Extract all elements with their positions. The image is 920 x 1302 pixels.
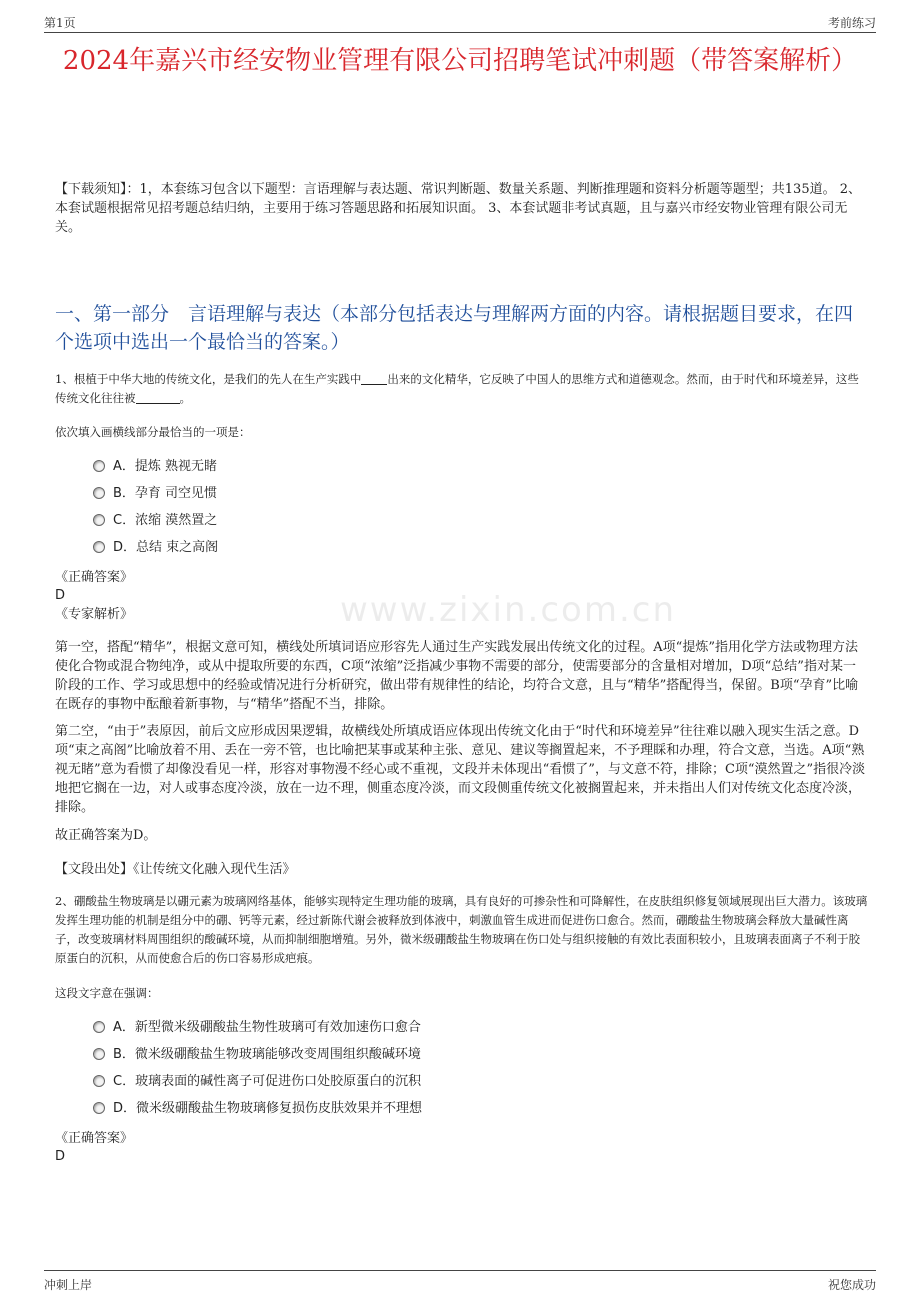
page-footer — [44, 1270, 876, 1293]
download-notice: 【下载须知】：1，本套练习包含以下题型：言语理解与表达题、常识判断题、数量关系题、判断推理题和资料分析题等题型；共135道。 2、本套试题根据常见招考题总结归纳，主要用于练习答题思路和拓展知识面。 3、本套试题非考试真题，且与嘉兴市经安物业管理有限公司无关。 — [55, 182, 861, 235]
q1-option-c[interactable] — [93, 512, 217, 530]
radio-icon[interactable] — [93, 1048, 105, 1060]
radio-icon[interactable] — [93, 514, 105, 526]
blank-line-2 — [136, 402, 180, 404]
question-2-stem: 2、硼酸盐生物玻璃是以硼元素为玻璃网络基体，能够实现特定生理功能的玻璃，具有良好的可掺杂性和可降解性，在皮肤组织修复领域展现出巨大潜力。该玻璃发挥生理功能的机制是组分中的硼、钙等元素，经过新陈代谢会被释放到体液中，刺激血管生成进而促进伤口愈合。然而，硼酸盐生物玻璃会释放大量碱性离子，改变玻璃材料周围组织的酸碱环境，从而抑制细胞增殖。另外，微米级硼酸盐生物玻璃在伤口处与组织接触的有效比表面积较小，且玻璃表面离子不利于胶原蛋白的沉积，从而使愈合后的伤口容易形成疤痕。 — [55, 894, 868, 965]
q2-option-c[interactable] — [93, 1073, 421, 1091]
answer-label: 《正确答案》 — [55, 1131, 134, 1146]
radio-icon[interactable] — [93, 1075, 105, 1087]
option-text: 新型微米级硼酸盐生物性玻璃可有效加速伤口愈合 — [134, 1020, 421, 1035]
answer-value: D — [55, 1149, 66, 1164]
option-text: 浓缩 漠然置之 — [135, 513, 218, 528]
option-letter: B． — [113, 486, 135, 501]
option-text: 微米级硼酸盐生物玻璃能够改变周围组织酸碱环境 — [134, 1047, 421, 1062]
option-letter: C． — [113, 513, 136, 528]
option-text: 玻璃表面的碱性离子可促进伤口处胶原蛋白的沉积 — [135, 1074, 422, 1089]
option-letter: D． — [113, 1101, 137, 1116]
footer-right: 祝您成功 — [827, 1278, 876, 1292]
header-tag: 考前练习 — [827, 16, 876, 30]
page-header — [44, 10, 876, 33]
document-title: 2024年嘉兴市经安物业管理有限公司招聘笔试冲刺题（带答案解析） — [62, 46, 858, 76]
option-text: 孕育 司空见惯 — [134, 486, 218, 501]
option-text: 总结 束之高阁 — [136, 540, 219, 555]
answer-conclusion: 故正确答案为D。 — [55, 828, 157, 843]
page-number: 第1页 — [44, 16, 76, 30]
answer-value: D — [55, 588, 66, 603]
footer-left: 冲刺上岸 — [44, 1278, 93, 1292]
q1-option-a[interactable] — [93, 458, 217, 476]
q1-stem-part-b: 出来的文化精华，它反映了中国人的思维方式和道德观念。然而，由于时代和环境差异，这些传统文化往往被 — [55, 372, 859, 405]
analysis-paragraph-2: 第二空，“由于”表原因，前后文应形成因果逻辑，故横线处所填成语应体现出传统文化由于“时代和环境差异”往往难以融入现实生活之意。D项“束之高阁”比喻放着不用、丢在一旁不管，也比喻把某事或某种主张、意见、建议等搁置起来，不予理睬和办理，符合文意，当选。A项“熟视无睹”意为看惯了却像没看见一样，形容对事物漫不经心或不重视，文段并未体现出“看惯了”，与文意不符，排除；C项“漠然置之”指很冷淡地把它搁在一边，对人或事态度冷淡，放在一边不理，侧重态度冷淡，而文段侧重传统文化被搁置起来，并未指出人们对传统文化态度冷淡，排除。 — [55, 724, 866, 815]
q2-option-b[interactable] — [93, 1046, 421, 1064]
radio-icon[interactable] — [93, 1102, 105, 1114]
blank-line-1 — [361, 383, 387, 385]
option-text: 提炼 熟视无睹 — [134, 459, 218, 474]
q1-option-b[interactable] — [93, 485, 217, 503]
question-2-prompt: 这段文字意在强调： — [55, 986, 159, 1000]
q1-stem-part-a: 1、根植于中华大地的传统文化，是我们的先人在生产实践中 — [55, 372, 362, 386]
option-letter: A． — [113, 459, 135, 474]
watermark: www.zixin.com.cn — [340, 590, 676, 630]
analysis-paragraph-1: 第一空，搭配“精华”，根据文意可知，横线处所填词语应形容先人通过生产实践发展出传统文化的过程。A项“提炼”指用化学方法或物理方法使化合物或混合物纯净，或从中提取所要的东西，C项“浓缩”泛指减少事物不需要的部分，使需要部分的含量相对增加，D项“总结”指对某一阶段的工作、学习或思想中的经验或情况进行分析研究，做出带有规律性的结论，均符合文意，且与“精华”搭配得当，保留。B项“孕育”比喻在既存的事物中酝酿着新事物，与“精华”搭配不当，排除。 — [55, 640, 859, 712]
question-1-prompt: 依次填入画横线部分最恰当的一项是： — [55, 425, 251, 439]
option-text: 微米级硼酸盐生物玻璃修复损伤皮肤效果并不理想 — [136, 1101, 423, 1116]
option-letter: C． — [113, 1074, 136, 1089]
radio-icon[interactable] — [93, 541, 105, 553]
q2-option-d[interactable] — [93, 1100, 422, 1118]
radio-icon[interactable] — [93, 460, 105, 472]
radio-icon[interactable] — [93, 487, 105, 499]
answer-label: 《正确答案》 — [55, 570, 134, 585]
option-letter: A． — [113, 1020, 135, 1035]
q2-option-a[interactable] — [93, 1019, 421, 1037]
option-letter: D． — [113, 540, 137, 555]
option-letter: B． — [113, 1047, 135, 1062]
text-source: 【文段出处】《让传统文化融入现代生活》 — [55, 862, 296, 877]
q1-stem-part-c: 。 — [179, 391, 191, 405]
q1-option-d[interactable] — [93, 539, 218, 557]
section-heading: 一、第一部分 言语理解与表达（本部分包括表达与理解两方面的内容。请根据题目要求，在四个选项中选出一个最恰当的答案。） — [55, 303, 854, 353]
radio-icon[interactable] — [93, 1021, 105, 1033]
analysis-label: 《专家解析》 — [55, 607, 134, 622]
question-1-stem — [55, 370, 868, 408]
